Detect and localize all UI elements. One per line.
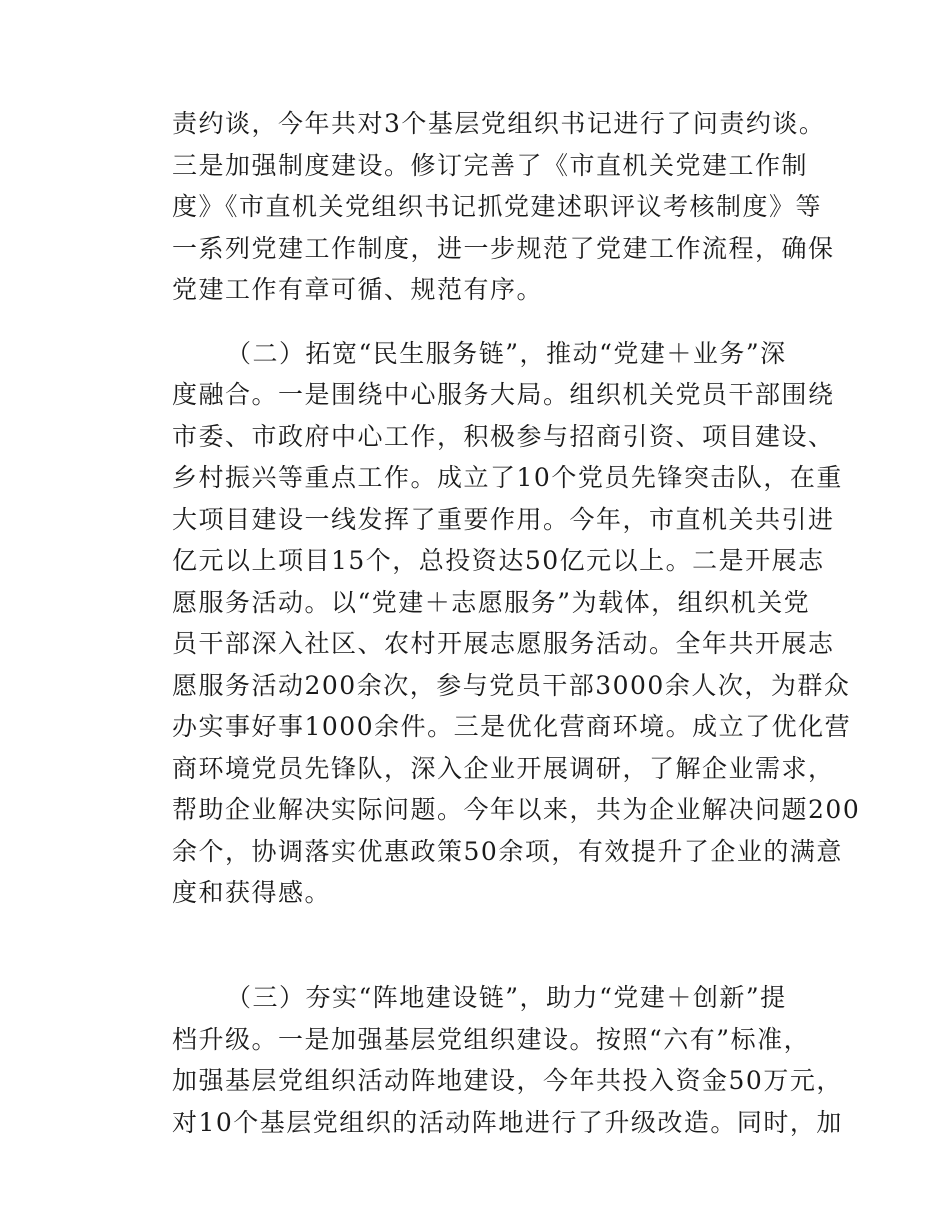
section-heading-line: （二）拓宽“民生服务链”，推动“党建＋业务”深	[226, 338, 787, 368]
text-line: 商环境党员先锋队，深入企业开展调研，了解企业需求，	[172, 753, 835, 783]
text-line: 帮助企业解决实际问题。今年以来，共为企业解决问题200	[172, 795, 861, 824]
text-line: 三是加强制度建设。修订完善了《市直机关党建工作制	[172, 150, 809, 180]
paragraph-section-two	[172, 333, 861, 956]
text-line: 乡村振兴等重点工作。成立了10个党员先锋突击队，在重	[172, 463, 843, 492]
text-line: 市委、市政府中心工作，积极参与招商引资、项目建设、	[172, 421, 835, 451]
text-line: 度》《市直机关党组织书记抓党建述职评议考核制度》等	[172, 192, 823, 221]
document-body	[172, 103, 861, 1143]
paragraph-spacer	[172, 311, 814, 333]
paragraph-section-three	[172, 977, 843, 1143]
text-line: 度和获得感。	[172, 878, 332, 907]
text-line: 亿元以上项目15个，总投资达50亿元以上。二是开展志	[172, 546, 825, 575]
text-line: 员干部深入社区、农村开展志愿服务活动。全年共开展志	[172, 629, 835, 658]
paragraph-continuation	[172, 103, 835, 311]
text-line: 档升级。一是加强基层党组织建设。按照“六有”标准，	[172, 1024, 811, 1054]
text-line	[172, 914, 814, 956]
text-line: 一系列党建工作制度，进一步规范了党建工作流程，确保	[172, 233, 835, 263]
text-line: 大项目建设一线发挥了重要作用。今年，市直机关共引进	[172, 504, 835, 534]
text-line: 度融合。一是围绕中心服务大局。组织机关党员干部围绕	[172, 380, 835, 409]
text-line: 对10个基层党组织的活动阵地进行了升级改造。同时，加	[172, 1107, 843, 1137]
text-line: 办实事好事1000余件。三是优化营商环境。成立了优化营	[172, 712, 852, 741]
paragraph-spacer	[172, 955, 814, 977]
section-heading-line: （三）夯实“阵地建设链”，助力“党建＋创新”提	[226, 983, 787, 1012]
text-line: 愿服务活动。以“党建＋志愿服务”为载体，组织机关党	[172, 587, 811, 617]
text-line: 愿服务活动200余次，参与党员干部3000余人次，为群众	[172, 670, 851, 700]
text-line: 加强基层党组织活动阵地建设，今年共投入资金50万元，	[172, 1066, 843, 1095]
text-line: 余个，协调落实优惠政策50余项，有效提升了企业的满意	[172, 836, 843, 866]
text-line: 责约谈，今年共对3个基层党组织书记进行了问责约谈。	[172, 109, 826, 138]
text-line: 党建工作有章可循、规范有序。	[172, 275, 544, 304]
